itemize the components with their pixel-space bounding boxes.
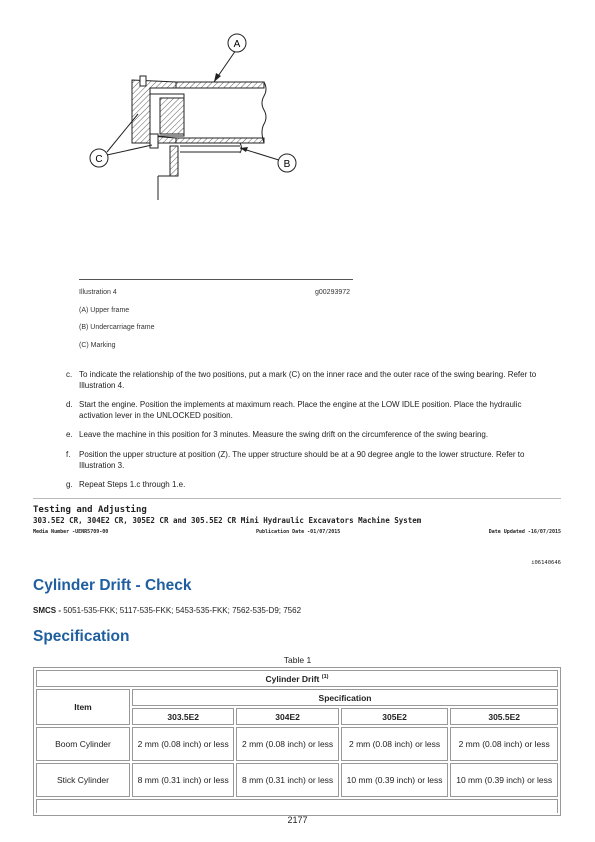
- table-cell-continued: [36, 799, 558, 813]
- specification-heading: Specification: [33, 628, 130, 645]
- step-letter: d.: [66, 400, 73, 409]
- callout-c-label: C: [95, 154, 103, 165]
- step-text: To indicate the relationship of the two positions, put a mark (C) on the inner race and the outer race of the swing bearing. Refer to Illustration 4.: [79, 370, 537, 390]
- caption-rule: [79, 279, 353, 280]
- document-title: 303.5E2 CR, 304E2 CR, 305E2 CR and 305.5E2 CR Mini Hydraulic Excavators Machine System: [33, 516, 422, 525]
- column-header-model: 305E2: [341, 708, 449, 725]
- table-title: Cylinder Drift $^{(1)}$: [36, 670, 558, 687]
- table-cell: 2 mm (0.08 inch) or less: [341, 727, 449, 761]
- legend-item-c: (C) Marking: [79, 342, 116, 349]
- step-text: Leave the machine in this position for 3 minutes. Measure the swing drift on the circumference of the swing bearing.: [79, 430, 489, 439]
- date-updated: Date Updated -16/07/2015: [488, 529, 561, 535]
- table-cell: 2 mm (0.08 inch) or less: [450, 727, 558, 761]
- row-item: Stick Cylinder: [36, 763, 130, 797]
- illustration-code: g00293972: [315, 289, 351, 296]
- page-number: 2177: [287, 815, 308, 825]
- table-cell: 10 mm (0.39 inch) or less: [341, 763, 449, 797]
- step-text: Start the engine. Position the implements at maximum reach. Place the engine at the LOW IDLE position. Place the hydraulic activation lever in the UNLOCKED position.: [79, 400, 522, 420]
- legend-item-a: (A) Upper frame: [79, 307, 130, 314]
- callout-a-label: A: [233, 39, 241, 50]
- table-cell: 2 mm (0.08 inch) or less: [132, 727, 234, 761]
- table-caption: Table 1: [283, 655, 312, 665]
- legend-item-b: (B) Undercarriage frame: [79, 324, 155, 331]
- table-footnote-ref: (1): [321, 673, 329, 680]
- step-letter: e.: [66, 430, 73, 439]
- table-row: [36, 727, 558, 761]
- smcs-label: SMCS -: [33, 606, 64, 615]
- smcs-codes: 5051-535-FKK; 5117-535-FKK; 5453-535-FKK; 7562-535-D9; 7562: [63, 606, 302, 615]
- step-d: [66, 400, 551, 421]
- smcs-line: [33, 606, 301, 615]
- column-header-model: 304E2: [236, 708, 338, 725]
- step-text: Repeat Steps 1.c through 1.e.: [79, 480, 186, 489]
- step-letter: g.: [66, 480, 73, 489]
- step-f: [66, 450, 551, 471]
- table-row: [36, 763, 558, 797]
- step-c: [66, 370, 551, 391]
- cylinder-drift-table: [33, 667, 561, 816]
- row-item: Boom Cylinder: [36, 727, 130, 761]
- column-header-item: Item: [36, 689, 130, 725]
- column-header-model: 305.5E2: [450, 708, 558, 725]
- page-title: Cylinder Drift - Check: [33, 577, 192, 594]
- document-id: i06140646: [531, 560, 561, 566]
- column-header-model: 303.5E2: [132, 708, 234, 725]
- section-name: Testing and Adjusting: [33, 505, 147, 515]
- callout-b-label: B: [283, 159, 291, 170]
- publication-date: Publication Date -01/07/2015: [256, 529, 341, 535]
- step-e: [66, 430, 551, 441]
- table-cell: 10 mm (0.39 inch) or less: [450, 763, 558, 797]
- swing-bearing-illustration: [0, 0, 595, 280]
- media-number: Media Number -UENR5709-00: [33, 529, 109, 535]
- table-cell: 8 mm (0.31 inch) or less: [132, 763, 234, 797]
- table-row-continued: [36, 799, 558, 813]
- table-cell: 8 mm (0.31 inch) or less: [236, 763, 338, 797]
- step-g: [66, 480, 551, 491]
- column-header-specification: Specification: [132, 689, 558, 706]
- step-letter: f.: [66, 450, 71, 459]
- step-text: Position the upper structure at position (Z). The upper structure should be at a 90 degree angle to the lower structure. Refer to Illustration 3.: [79, 450, 525, 470]
- section-divider: [33, 498, 561, 499]
- table-cell: 2 mm (0.08 inch) or less: [236, 727, 338, 761]
- step-letter: c.: [66, 370, 73, 379]
- illustration-caption: Illustration 4: [79, 289, 117, 296]
